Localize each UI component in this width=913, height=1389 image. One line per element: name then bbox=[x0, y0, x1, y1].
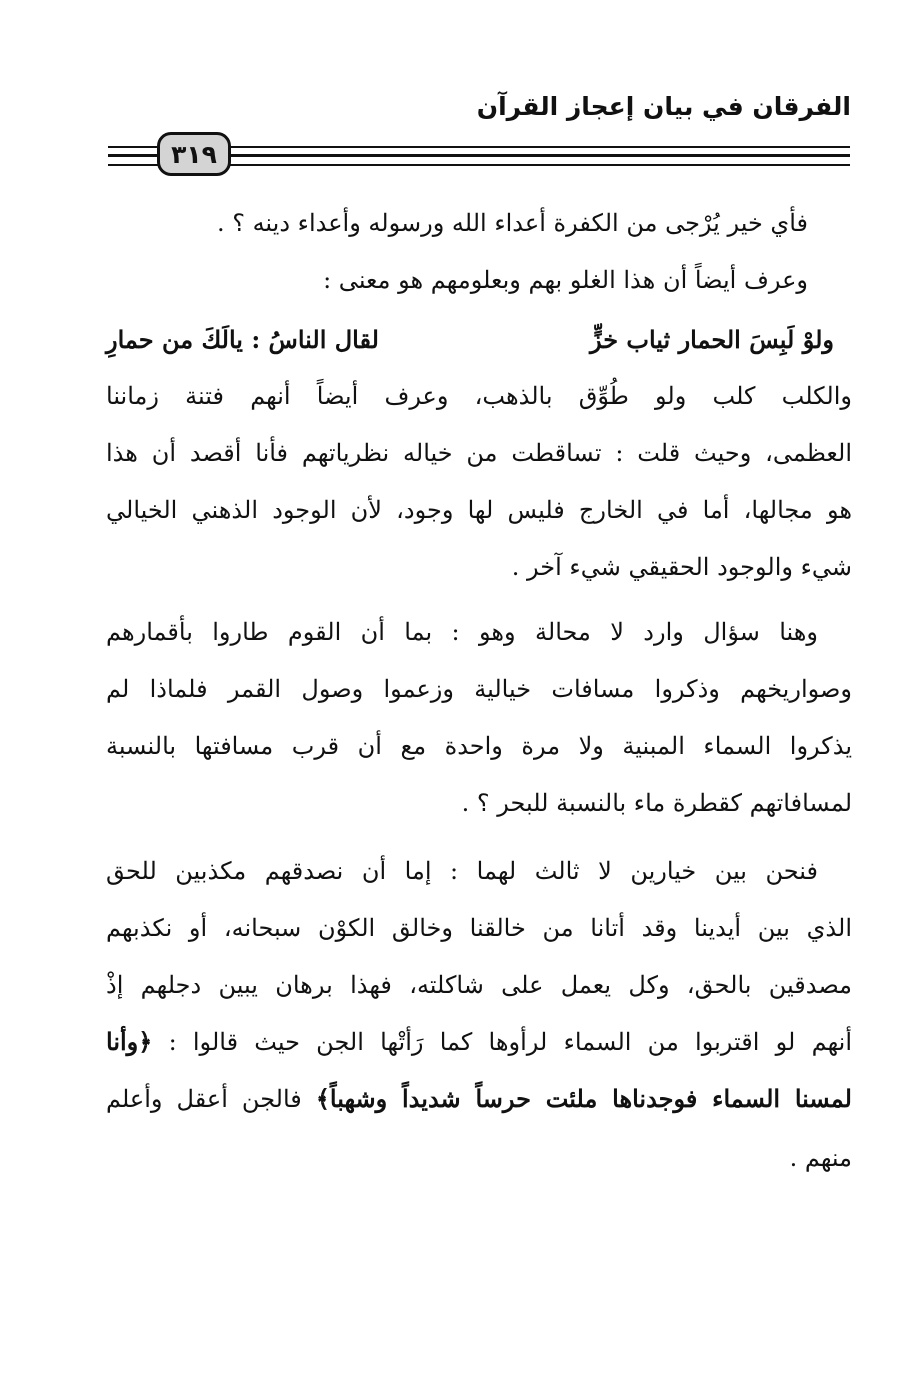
text-line: وصواريخهم وذكروا مسافات خيالية وزعموا وصول القمر فلماذا لم bbox=[106, 675, 852, 703]
text-line: فنحن بين خيارين لا ثالث لهما : إما أن نصدقهم مكذبين للحق bbox=[106, 857, 818, 885]
quran-quote: لمسنا السماء فوجدناها ملئت حرساً شديداً وشهباً﴾ bbox=[315, 1084, 852, 1113]
text-line: الذي بين أيدينا وقد أتانا من خالقنا وخالق الكوْن سبحانه، أو نكذبهم bbox=[106, 914, 852, 942]
text-line: منهم . bbox=[789, 1144, 852, 1172]
text-line: وعرف أيضاً أن هذا الغلو بهم وبعلومهم هو معنى : bbox=[323, 266, 808, 294]
text-span: فالجن أعقل وأعلم bbox=[106, 1085, 302, 1113]
page-number: ٣١٩ bbox=[157, 132, 231, 176]
running-title: الفرقان في بيان إعجاز القرآن bbox=[476, 92, 851, 121]
text-line: لمسافاتهم كقطرة ماء بالنسبة للبحر ؟ . bbox=[461, 789, 852, 817]
quran-quote: ﴿وأنا bbox=[106, 1027, 153, 1056]
text-line: يذكروا السماء المبنية ولا مرة واحدة مع أن قرب مسافتها بالنسبة bbox=[106, 732, 852, 760]
text-line: فأي خير يُرْجى من الكفرة أعداء الله ورسوله وأعداء دينه ؟ . bbox=[216, 209, 808, 237]
text-span: أنهم لو اقتربوا من السماء لرأوها كما رَأتْها الجن حيث قالوا : bbox=[168, 1028, 852, 1056]
text-line bbox=[106, 1071, 852, 1127]
verse-second-hemistich: لقال الناسُ : يالَكَ من حمارِ bbox=[106, 325, 379, 354]
text-line: والكلب كلب ولو طُوِّق بالذهب، وعرف أيضاً أنهم فتنة زماننا bbox=[106, 382, 852, 410]
text-line: هو مجالها، أما في الخارج فليس لها وجود، لأن الوجود الذهني الخيالي bbox=[106, 496, 852, 524]
text-line bbox=[106, 1014, 852, 1070]
text-line: العظمى، وحيث قلت : تساقطت من خياله نظرياتهم فأنا أقصد أن هذا bbox=[106, 439, 852, 467]
verse-first-hemistich: ولوْ لَبِسَ الحمار ثياب خزٍّ bbox=[589, 325, 834, 354]
text-line: شيء والوجود الحقيقي شيء آخر . bbox=[511, 553, 852, 581]
text-line: مصدقين بالحق، وكل يعمل على شاكلته، فهذا برهان يبين دجلهم إذْ bbox=[106, 971, 852, 999]
text-line: وهنا سؤال وارد لا محالة وهو : بما أن القوم طاروا بأقمارهم bbox=[106, 618, 818, 646]
